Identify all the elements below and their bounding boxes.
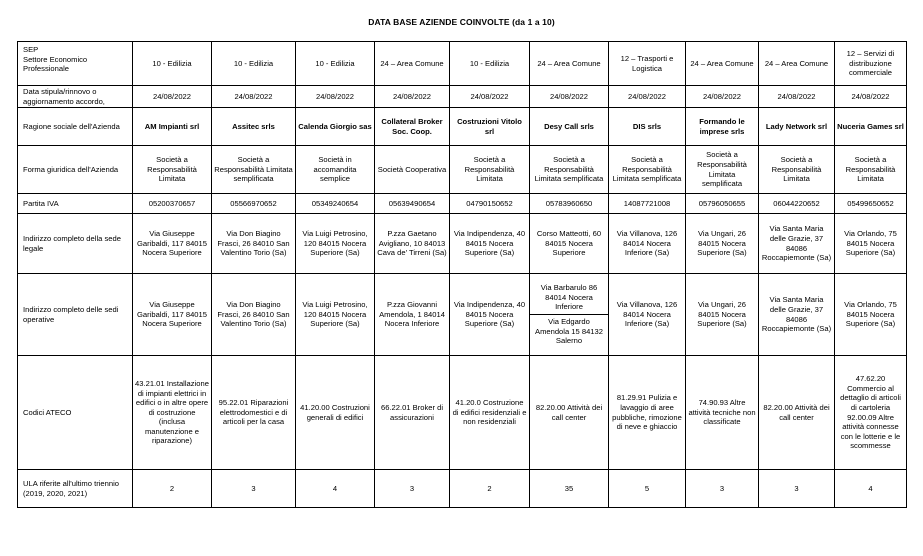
- table-cell: Via Orlando, 75 84015 Nocera Superiore (Sa): [835, 274, 907, 356]
- table-cell: 2: [133, 470, 212, 508]
- table-cell: 24/08/2022: [686, 86, 759, 108]
- row-label: Indirizzo completo delle sedi operative: [18, 274, 133, 356]
- companies-table: [17, 41, 907, 508]
- operative-address-1: Via Barbarulo 86 84014 Nocera Inferiore: [530, 283, 608, 315]
- table-cell: P.zza Giovanni Amendola, 1 84014 Nocera Inferiore: [375, 274, 450, 356]
- table-cell: 82.20.00 Attività dei call center: [530, 356, 609, 470]
- table-row-ula: [18, 470, 907, 508]
- table-cell: Via Indipendenza, 40 84015 Nocera Superiore (Sa): [450, 214, 530, 274]
- table-cell: Nuceria Games srl: [835, 108, 907, 146]
- table-row-sep: [18, 42, 907, 86]
- table-cell: 66.22.01 Broker di assicurazioni: [375, 356, 450, 470]
- table-cell: 3: [212, 470, 296, 508]
- table-cell: 74.90.93 Altre attività tecniche non classificate: [686, 356, 759, 470]
- table-cell: 24/08/2022: [759, 86, 835, 108]
- table-cell: Via Giuseppe Garibaldi, 117 84015 Nocera Superiore: [133, 214, 212, 274]
- table-row-data: [18, 86, 907, 108]
- table-cell: 4: [835, 470, 907, 508]
- table-cell: 05200370657: [133, 194, 212, 214]
- table-cell: 05566970652: [212, 194, 296, 214]
- table-cell: 12 – Servizi di distribuzione commerciale: [835, 42, 907, 86]
- table-cell: Via Santa Maria delle Grazie, 37 84086 Roccapiemonte (Sa): [759, 214, 835, 274]
- row-label: Indirizzo completo della sede legale: [18, 214, 133, 274]
- table-cell: 2: [450, 470, 530, 508]
- table-row-ragione: [18, 108, 907, 146]
- table-cell: Via Luigi Petrosino, 120 84015 Nocera Superiore (Sa): [296, 214, 375, 274]
- table-cell: 24/08/2022: [450, 86, 530, 108]
- table-cell: 43.21.01 Installazione di impianti elettrici in edifici o in altre opere di costruzione (inclusa manutenzione e riparazione): [133, 356, 212, 470]
- table-cell: Società a Responsabilità Limitata: [759, 146, 835, 194]
- table-cell: 4: [296, 470, 375, 508]
- row-label: Forma giuridica dell'Azienda: [18, 146, 133, 194]
- table-cell: Via Ungari, 26 84015 Nocera Superiore (Sa): [686, 214, 759, 274]
- table-cell: Via Luigi Petrosino, 120 84015 Nocera Superiore (Sa): [296, 274, 375, 356]
- table-cell: 10 - Edilizia: [212, 42, 296, 86]
- table-cell: 12 – Trasporti e Logistica: [609, 42, 686, 86]
- table-cell: Costruzioni Vitolo srl: [450, 108, 530, 146]
- table-cell: Desy Call srls: [530, 108, 609, 146]
- table-row-legale: [18, 214, 907, 274]
- table-cell: 06044220652: [759, 194, 835, 214]
- table-cell: Via Villanova, 126 84014 Nocera Inferiore (Sa): [609, 214, 686, 274]
- table-cell: Società a Responsabilità Limitata semplificata: [212, 146, 296, 194]
- table-cell: 41.20.00 Costruzioni generali di edifici: [296, 356, 375, 470]
- table-cell: Assitec srls: [212, 108, 296, 146]
- table-cell: Via Santa Maria delle Grazie, 37 84086 Roccapiemonte (Sa): [759, 274, 835, 356]
- table-cell: Via Don Biagino Frasci, 26 84010 San Valentino Torio (Sa): [212, 274, 296, 356]
- table-cell: 3: [375, 470, 450, 508]
- table-cell: 24 – Area Comune: [530, 42, 609, 86]
- table-cell: 10 - Edilizia: [133, 42, 212, 86]
- table-cell: 3: [686, 470, 759, 508]
- table-cell: P.zza Gaetano Avigliano, 10 84013 Cava de' Tirreni (Sa): [375, 214, 450, 274]
- table-cell: Società a Responsabilità Limitata semplificata: [609, 146, 686, 194]
- row-label: Ragione sociale dell'Azienda: [18, 108, 133, 146]
- table-cell: 24 – Area Comune: [759, 42, 835, 86]
- table-cell: 81.29.91 Pulizia e lavaggio di aree pubbliche, rimozione di neve e ghiaccio: [609, 356, 686, 470]
- table-cell: Lady Network srl: [759, 108, 835, 146]
- table-cell: 24/08/2022: [609, 86, 686, 108]
- table-row-piva: [18, 194, 907, 214]
- table-cell: 3: [759, 470, 835, 508]
- table-cell: 41.20.0 Costruzione di edifici residenziali e non residenziali: [450, 356, 530, 470]
- table-cell: 24/08/2022: [212, 86, 296, 108]
- table-cell: Formando le imprese srls: [686, 108, 759, 146]
- table-cell: DIS srls: [609, 108, 686, 146]
- row-label: ULA riferite all'ultimo triennio (2019, 2020, 2021): [18, 470, 133, 508]
- table-cell: Società a Responsabilità Limitata: [133, 146, 212, 194]
- table-cell: Calenda Giorgio sas: [296, 108, 375, 146]
- table-cell: [530, 274, 609, 356]
- table-cell: Via Orlando, 75 84015 Nocera Superiore (Sa): [835, 214, 907, 274]
- table-cell: 10 - Edilizia: [450, 42, 530, 86]
- table-cell: 05639490654: [375, 194, 450, 214]
- table-cell: Corso Matteotti, 60 84015 Nocera Superiore: [530, 214, 609, 274]
- table-cell: 05349240654: [296, 194, 375, 214]
- table-row-forma: [18, 146, 907, 194]
- table-cell: 24/08/2022: [296, 86, 375, 108]
- table-cell: Via Don Biagino Frasci, 26 84010 San Valentino Torio (Sa): [212, 214, 296, 274]
- table-row-ateco: [18, 356, 907, 470]
- table-cell: Società a Responsabilità Limitata: [835, 146, 907, 194]
- table-cell: Via Giuseppe Garibaldi, 117 84015 Nocera Superiore: [133, 274, 212, 356]
- table-cell: Società a Responsabilità Limitata semplificata: [686, 146, 759, 194]
- table-cell: 24/08/2022: [530, 86, 609, 108]
- table-cell: AM Impianti srl: [133, 108, 212, 146]
- row-label: Data stipula/rinnovo o aggiornamento accordo,: [18, 86, 133, 108]
- table-cell: 95.22.01 Riparazioni elettrodomestici e di articoli per la casa: [212, 356, 296, 470]
- table-cell: 10 - Edilizia: [296, 42, 375, 86]
- table-cell: Via Indipendenza, 40 84015 Nocera Superiore (Sa): [450, 274, 530, 356]
- table-cell: 24/08/2022: [835, 86, 907, 108]
- table-cell: Società in accomandita semplice: [296, 146, 375, 194]
- table-cell: 82.20.00 Attività dei call center: [759, 356, 835, 470]
- row-label: Partita IVA: [18, 194, 133, 214]
- table-cell: Società a Responsabilità Limitata semplificata: [530, 146, 609, 194]
- table-cell: Collateral Broker Soc. Coop.: [375, 108, 450, 146]
- table-cell: Società a Responsabilità Limitata: [450, 146, 530, 194]
- row-label: Codici ATECO: [18, 356, 133, 470]
- table-cell: 24/08/2022: [133, 86, 212, 108]
- table-cell: 24/08/2022: [375, 86, 450, 108]
- table-cell: 05499650652: [835, 194, 907, 214]
- table-cell: 24 – Area Comune: [686, 42, 759, 86]
- table-cell: 14087721008: [609, 194, 686, 214]
- table-cell: 05783960650: [530, 194, 609, 214]
- table-cell: Società Cooperativa: [375, 146, 450, 194]
- table-cell: Via Villanova, 126 84014 Nocera Inferiore (Sa): [609, 274, 686, 356]
- document-title: DATA BASE AZIENDE COINVOLTE (da 1 a 10): [368, 17, 555, 27]
- table-row-operative: [18, 274, 907, 356]
- table-cell: 04790150652: [450, 194, 530, 214]
- table-cell: 47.62.20 Commercio al dettaglio di articoli di cartoleria 92.00.09 Altre attività connesse con le lotterie e le scommesse: [835, 356, 907, 470]
- row-label: SEP Settore Economico Professionale: [18, 42, 133, 86]
- table-cell: 24 – Area Comune: [375, 42, 450, 86]
- operative-address-2: Via Edgardo Amendola 15 84132 Salerno: [535, 317, 603, 346]
- table-cell: 05796050655: [686, 194, 759, 214]
- table-cell: 5: [609, 470, 686, 508]
- table-cell: Via Ungari, 26 84015 Nocera Superiore (Sa): [686, 274, 759, 356]
- table-cell: 35: [530, 470, 609, 508]
